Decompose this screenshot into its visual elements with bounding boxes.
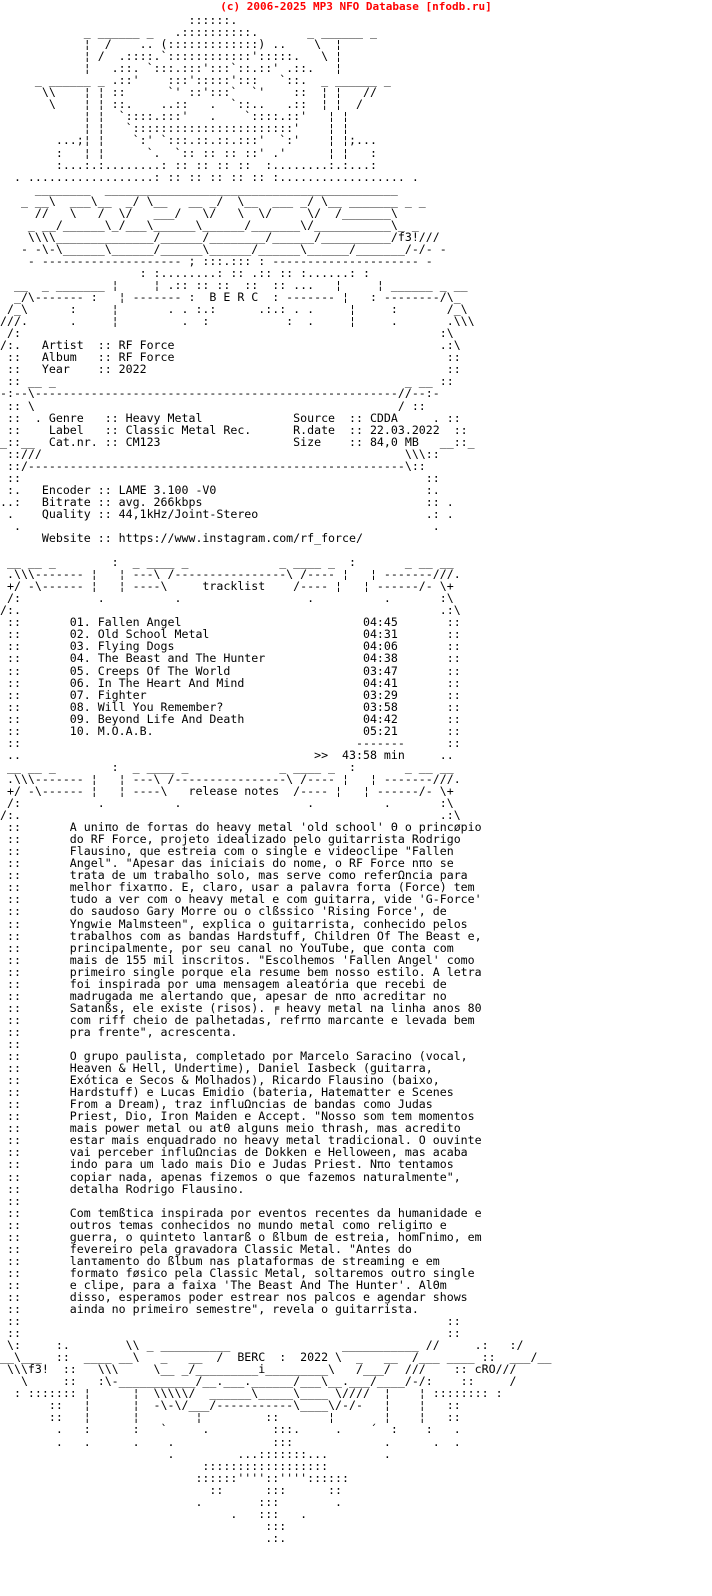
nfo-line: :: 06. In The Heart And Mind 04:41 ::	[0, 675, 461, 690]
nfo-line: :: Exótica e Secos & Molhados), Ricardo Flausino (baixo,	[0, 1073, 440, 1088]
nfo-line: .\\\------- ¦ ¦ ---\ /----------------\ /---- ¦ ¦ -------///.	[0, 567, 461, 582]
nfo-line: \\\f3! :: \\\ \__ _/_________i_________\ /___/ /// :: cRO///	[0, 1362, 517, 1377]
nfo-line: _ __\ ___\__ _/ \__ __ _/ \__ ___ _/ \__ _______ _ _	[0, 193, 426, 208]
nfo-line: :. Encoder :: LAME 3.100 -V0 :.	[0, 482, 447, 497]
nfo-line: :: Yngwie Malmsteen", explica o guitarrista, conhecido pelos	[0, 916, 468, 931]
nfo-line: :: 05. Creeps Of The World 03:47 ::	[0, 663, 461, 678]
nfo-line: :: primeiro single porque ela resume bem nosso estilo. A letra	[0, 964, 482, 979]
nfo-line: :: indo para um lado mais Dio e Judas Priest. Nπo tentamos	[0, 1157, 454, 1172]
nfo-line: :: com riff cheio de palhetadas, refrπo marcante e levada bem	[0, 1012, 475, 1027]
nfo-line: ::::::::::::::::::	[0, 1458, 329, 1473]
nfo-line: // \ / \/ ___/ \/ \ \/ \/ /_______\	[0, 205, 419, 220]
nfo-line: :: do saudoso Gary Morre ou o clßssico 'Rising Force', de	[0, 904, 447, 919]
nfo-line: : :........: :: .:: :: :......: :	[0, 265, 461, 280]
nfo-line: :: A uniπo de forτas do heavy metal 'old school' Θ o princøpio	[0, 820, 482, 835]
nfo-line: __ _ _______ ¦ ¦ .:: :: :: :: :: ... ¦ ¦ ______ _ __	[0, 278, 468, 293]
nfo-line: __ __ _ : _ ____ _ _ ____ _ : _ __ __	[0, 555, 454, 570]
nfo-line: :: principalmente, por seu canal no YouTube, que conta com	[0, 940, 454, 955]
nfo-line: ///. . ¦ . : : . ¦ . .\\\	[0, 314, 475, 329]
nfo-line: :: pra frente", acrescenta.	[0, 1024, 238, 1039]
nfo-line: +/ -\------ ¦ ¦ ----\ release notes /---- ¦ ¦ ------/- \+	[0, 784, 454, 798]
nfo-line: :: Album :: RF Force ::	[0, 350, 461, 365]
nfo-line: . ...:::::::... .	[0, 1446, 391, 1461]
nfo-line: :: e clipe, para a faixa 'The Beast And The Hunter'. AlΘm	[0, 1277, 447, 1292]
nfo-line: _::__ Cat.nr. :: CM123 Size :: 84,0 MB __::_	[0, 434, 475, 449]
nfo-line: :: 08. Will You Remember? 03:58 ::	[0, 699, 461, 714]
nfo-line: ________ __________________________________________	[0, 181, 405, 196]
nfo-line: :: ::	[0, 1314, 461, 1329]
nfo-line: . ::: .	[0, 1494, 343, 1509]
nfo-line: :: outros temas conhecidos no mundo metal como religiπo e	[0, 1217, 447, 1232]
nfo-line: :: 02. Old School Metal 04:31 ::	[0, 627, 461, 642]
nfo-line: :: fevereiro pela gravadora Classic Metal. "Antes do	[0, 1241, 412, 1256]
nfo-line: +/ -\------ ¦ ¦ ----\ tracklist /---- ¦ ¦ ------/- \+	[0, 579, 454, 594]
nfo-line: . ::: .	[0, 1506, 308, 1521]
nfo-line: /:. .:\	[0, 603, 461, 618]
nfo-line: . Quality :: 44,1kHz/Joint-Stereo .: .	[0, 506, 454, 521]
nfo-line: ¦ / .. (:::::::::::::) .. \ ¦	[0, 37, 391, 52]
nfo-line: :: ¦ ¦ -\-\/___/-----------\____\/-/- ¦ ¦ ::	[0, 1398, 461, 1413]
nfo-line: .:.	[0, 1530, 287, 1544]
nfo-line: ::	[0, 1193, 21, 1208]
nfo-line: . . . . ::: . . .	[0, 1434, 461, 1449]
nfo-line: :: ainda no primeiro semestre", revela o guitarrista.	[0, 1302, 419, 1317]
nfo-line: :: formato føsico pela Classic Metal, soltaremos outro single	[0, 1265, 475, 1280]
nfo-line: :: mais de 155 mil inscritos. "Escolhemos 'Fallen Angel' como	[0, 952, 475, 967]
nfo-line: ¦ ¦ `::::.:::' . `::::.::' ¦ ¦	[0, 109, 391, 124]
nfo-line: __\___ :: ____ __\ _ __ / BERC : 2022 \ _ __ /___ ____ :: ___/__	[0, 1350, 552, 1365]
nfo-line: . ..................: :: :: :: :: :: :.................. .	[0, 169, 419, 184]
nfo-line: :: ::	[0, 1326, 461, 1341]
nfo-line: ¦ .::. `:::.:::':::`::.::' .::. ¦	[0, 61, 391, 76]
nfo-line: Website :: https://www.instagram.com/rf_force/	[0, 531, 440, 546]
nfo-line: - -------------------- ; :::.::: : --------------------- -	[0, 253, 433, 268]
nfo-line: _/\------- : ¦ ------- : B E R C : ------- ¦ : --------/\_	[0, 290, 461, 305]
nfo-line: :: ¦ ¦ ¦ :: ¦ ¦ ¦ ::	[0, 1410, 461, 1425]
nfo-line: \\\\______________/______/________/______/__________/f3!///	[0, 229, 440, 244]
nfo-line: /: . . . . :\	[0, 591, 454, 606]
nfo-line: \: :. \\ _ __________ ___________ // .: :/	[0, 1338, 524, 1353]
nfo-line: :: Hardstuff) e Lucas Emidio (bateria, Hatematter e Scenes	[0, 1085, 454, 1100]
nfo-line: . : : ` . :::. . ´ : : .	[0, 1422, 461, 1437]
nfo-line: :: 07. Fighter 03:29 ::	[0, 687, 461, 702]
nfo-line: :: vai perceber influΩncias de Dokken e Helloween, mas acaba	[0, 1145, 468, 1160]
nfo-line: :: ::	[0, 470, 447, 485]
nfo-line: :: foi inspirada por uma mensagem aleatória que recebi de	[0, 976, 447, 991]
nfo-line: :: 10. M.O.A.B. 05:21 ::	[0, 723, 461, 738]
nfo-line: ::/// \\\::	[0, 446, 447, 461]
nfo-line: /:. Artist :: RF Force .:\	[0, 338, 461, 353]
nfo-line: .\\\------- ¦ ¦ ---\ /----------------\ /---- ¦ ¦ -------///.	[0, 771, 461, 786]
nfo-line: _ __/______\_/___\______\______/_______\/___________\_ _	[0, 217, 419, 232]
nfo-line: :: melhor fixaτπo. E, claro, usar a palavra forτa (Force) tem	[0, 880, 475, 895]
nfo-line: :: 04. The Beast and The Hunter 04:38 ::	[0, 651, 461, 666]
nfo-line: :: estar mais enquadrado no heavy metal tradicional. O ouvinte	[0, 1133, 482, 1148]
nfo-line: :: madrugada me alertando que, apesar de nπo acreditar no	[0, 988, 447, 1003]
nfo-line: :: __ _ _ __ ::	[0, 374, 454, 389]
nfo-line: :: Heaven & Hell, Undertime), Daniel Iasbeck (guitarra,	[0, 1061, 433, 1076]
nfo-line: :: O grupo paulista, completado por Marcelo Saracino (vocal,	[0, 1049, 468, 1064]
nfo-line: - -\-\______\______/______\______/______\______/_______/-/- -	[0, 241, 447, 256]
nfo-line: /:. .:\	[0, 808, 461, 823]
nfo-line: :: ::: ::	[0, 1482, 343, 1497]
nfo-line: :: Label :: Classic Metal Rec. R.date :: 22.03.2022 ::	[0, 422, 468, 437]
nfo-line: :: Angel". "Apesar das iniciais do nome, o RF Force nπo se	[0, 856, 454, 871]
nfo-line: :: 03. Flying Dogs 04:06 ::	[0, 639, 461, 654]
nfo-line: :: detalha Rodrigo Flausino.	[0, 1181, 245, 1196]
nfo-line: /_\ : ¦ . . :.: .:.: . . ¦ : /_\	[0, 302, 468, 317]
nfo-line: : ::::::: ¦ ¦ \\\\\/ ______\_____\____ \//// ¦ ¦ :::::::: :	[0, 1386, 503, 1401]
nfo-line: ¦ / .::::.`::::::::::::':::::. \ ¦	[0, 49, 391, 64]
nfo-line: . .	[0, 518, 447, 533]
nfo-line: :: trata de um trabalho solo, mas serve como referΩncia para	[0, 868, 468, 883]
nfo-line: /: . . . . :\	[0, 796, 454, 811]
nfo-line: :...:.:........: :: :: :: :: :........:.:...:	[0, 157, 391, 172]
nfo-line: : ¦ ¦ `. `:: :: :: ::' .' ¦ ¦ :	[0, 145, 391, 160]
nfo-line: _ ______ _ .::' :::':::::'::: `::. _ ______ _	[0, 73, 391, 88]
nfo-line: \ :: :\-___________/__.___.______/___\__.___/____/-/: :: /	[0, 1374, 517, 1389]
nfo-line: _ ______ _ .::::::::::. _ ______ _	[0, 25, 391, 40]
nfo-line: :: Flausino, que estreia com o single e videoclipe "Fallen	[0, 844, 454, 859]
nfo-line: :: . Genre :: Heavy Metal Source :: CDDA . ::	[0, 410, 461, 425]
nfo-line: ..: Bitrate :: avg. 266kbps :: .	[0, 494, 454, 509]
nfo-ascii-art-document	[0, 14, 712, 1544]
nfo-line: :: Satanßs, ele existe (risos). ╒ heavy metal na linha anos 80	[0, 1000, 482, 1015]
nfo-line: :: From a Dream), traz influΩncias de bandas como Judas	[0, 1097, 433, 1112]
nfo-line: ::::::.	[0, 14, 391, 27]
nfo-line: .. >> 43:58 min ..	[0, 747, 454, 762]
nfo-line: \ ¦ ¦ ::. ..:: . `::.. .:: ¦ ¦ /	[0, 97, 391, 112]
nfo-line: :: trabalhos com as bandas Hardstuff, Children Of The Beast e,	[0, 928, 482, 943]
nfo-line: :: copiar nada, apenas fizemos o que fazemos naturalmente",	[0, 1169, 461, 1184]
nfo-line: /: :\	[0, 326, 454, 341]
nfo-line: :: 01. Fallen Angel 04:45 ::	[0, 615, 461, 630]
nfo-line: :: tudo a ver com o heavy metal e com guitarra, vide 'G-Force'	[0, 892, 482, 907]
site-credit-header: (c) 2006-2025 MP3 NFO Database [nfodb.ru]	[220, 0, 492, 13]
nfo-line: :::	[0, 1518, 287, 1533]
nfo-line: :: lanτamento do ßlbum nas plataformas de streaming e em	[0, 1253, 440, 1268]
nfo-line: ::::::''''::''''::::::	[0, 1470, 350, 1485]
nfo-line: -:--\----------------------------------------------------//--:-	[0, 386, 440, 401]
nfo-line: ::	[0, 1036, 21, 1051]
nfo-line: :: guerra, o quinteto lanτarß o ßlbum de estreia, homΓnimo, em	[0, 1229, 482, 1244]
nfo-line: :: 09. Beyond Life And Death 04:42 ::	[0, 711, 461, 726]
nfo-line: :: Com temßtica inspirada por eventos recentes da humanidade e	[0, 1205, 482, 1220]
nfo-line: :: mais power metal ou atΘ alguns meio thrash, mas acredito	[0, 1121, 461, 1136]
nfo-line: :: Priest, Dio, Iron Maiden e Accept. "Nosso som tem momentos	[0, 1109, 475, 1124]
nfo-line: :: Year :: 2022 ::	[0, 362, 461, 377]
nfo-line: :: \ / ::	[0, 398, 426, 413]
nfo-line: ...;¦ ¦ `:' `:::.::.::.:::' `:' ¦ ¦;...	[0, 133, 391, 148]
nfo-line: :: ------- ::	[0, 735, 461, 750]
nfo-line: ::/------------------------------------------------------\::	[0, 458, 433, 473]
nfo-line: __ __ _ : _ ____ _ _ ____ _ : _ __ __	[0, 759, 454, 774]
nfo-line: :: disso, esperamos poder estrear nos palcos e agendar shows	[0, 1289, 468, 1304]
nfo-line: ¦ ¦ `:::::::::::::::::::::::' ¦ ¦	[0, 121, 391, 136]
nfo-line: \\ ¦ ¦ :: `' ::':::` `' :: ¦ ¦ //	[0, 85, 391, 100]
nfo-line: :: do RF Force, projeto idealizado pelo guitarrista Rodrigo	[0, 832, 461, 847]
